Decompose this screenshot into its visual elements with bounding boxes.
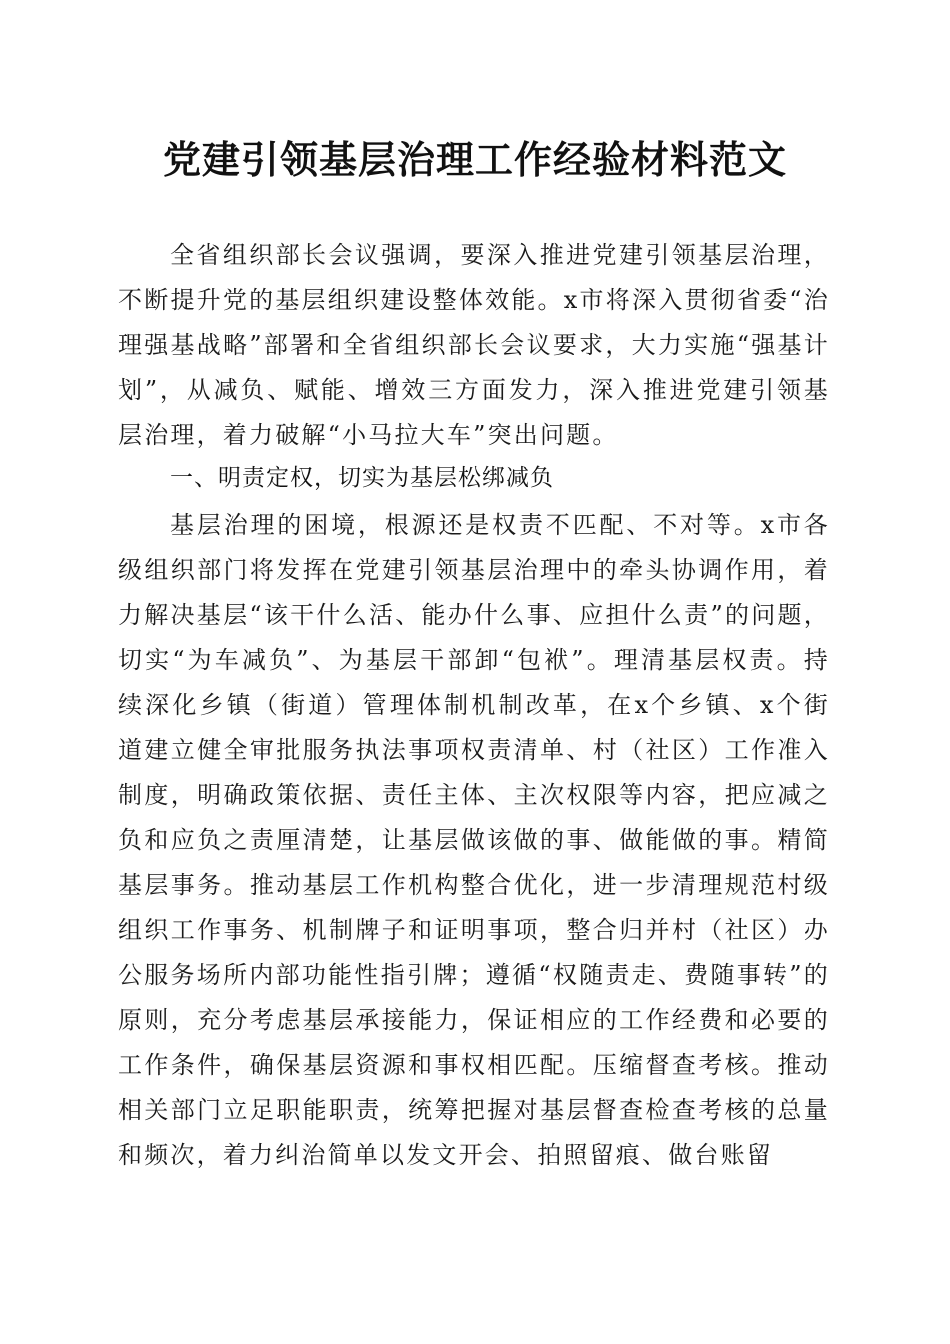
section-1-paragraph: 基层治理的困境，根源还是权责不匹配、不对等。x市各级组织部门将发挥在党建引领基层治理中的牵头协调作用，着力解决基层“该干什么活、能办什么事、应担什么责”的问题，切实“为车减负”、为基层干部卸“包袱”。理清基层权责。持续深化乡镇（街道）管理体制机制改革，在x个乡镇、x个街道建立健全审批服务执法事项权责清单、村（社区）工作准入制度，明确政策依据、责任主体、主次权限等内容，把应减之负和应负之责厘清楚，让基层做该做的事、做能做的事。精简基层事务。推动基层工作机构整合优化，进一步清理规范村级组织工作事务、机制牌子和证明事项，整合归并村（社区）办公服务场所内部功能性指引牌；遵循“权随责走、费随事转”的原则，充分考虑基层承接能力，保证相应的工作经费和必要的工作条件，确保基层资源和事权相匹配。压缩督查考核。推动相关部门立足职能职责，统筹把握对基层督查检查考核的总量和频次，着力纠治简单以发文开会、拍照留痕、做台账留: [118, 511, 830, 1169]
document-title: 党建引领基层治理工作经验材料范文: [162, 137, 787, 182]
section-heading-1: 一、明责定权，切实为基层松绑减负: [170, 465, 554, 491]
intro-paragraph: 全省组织部长会议强调，要深入推进党建引领基层治理，不断提升党的基层组织建设整体效能。x市将深入贯彻省委“治理强基战略”部署和全省组织部长会议要求，大力实施“强基计划”，从减负、赋能、增效三方面发力，深入推进党建引领基层治理，着力破解“小马拉大车”突出问题。: [118, 241, 830, 449]
